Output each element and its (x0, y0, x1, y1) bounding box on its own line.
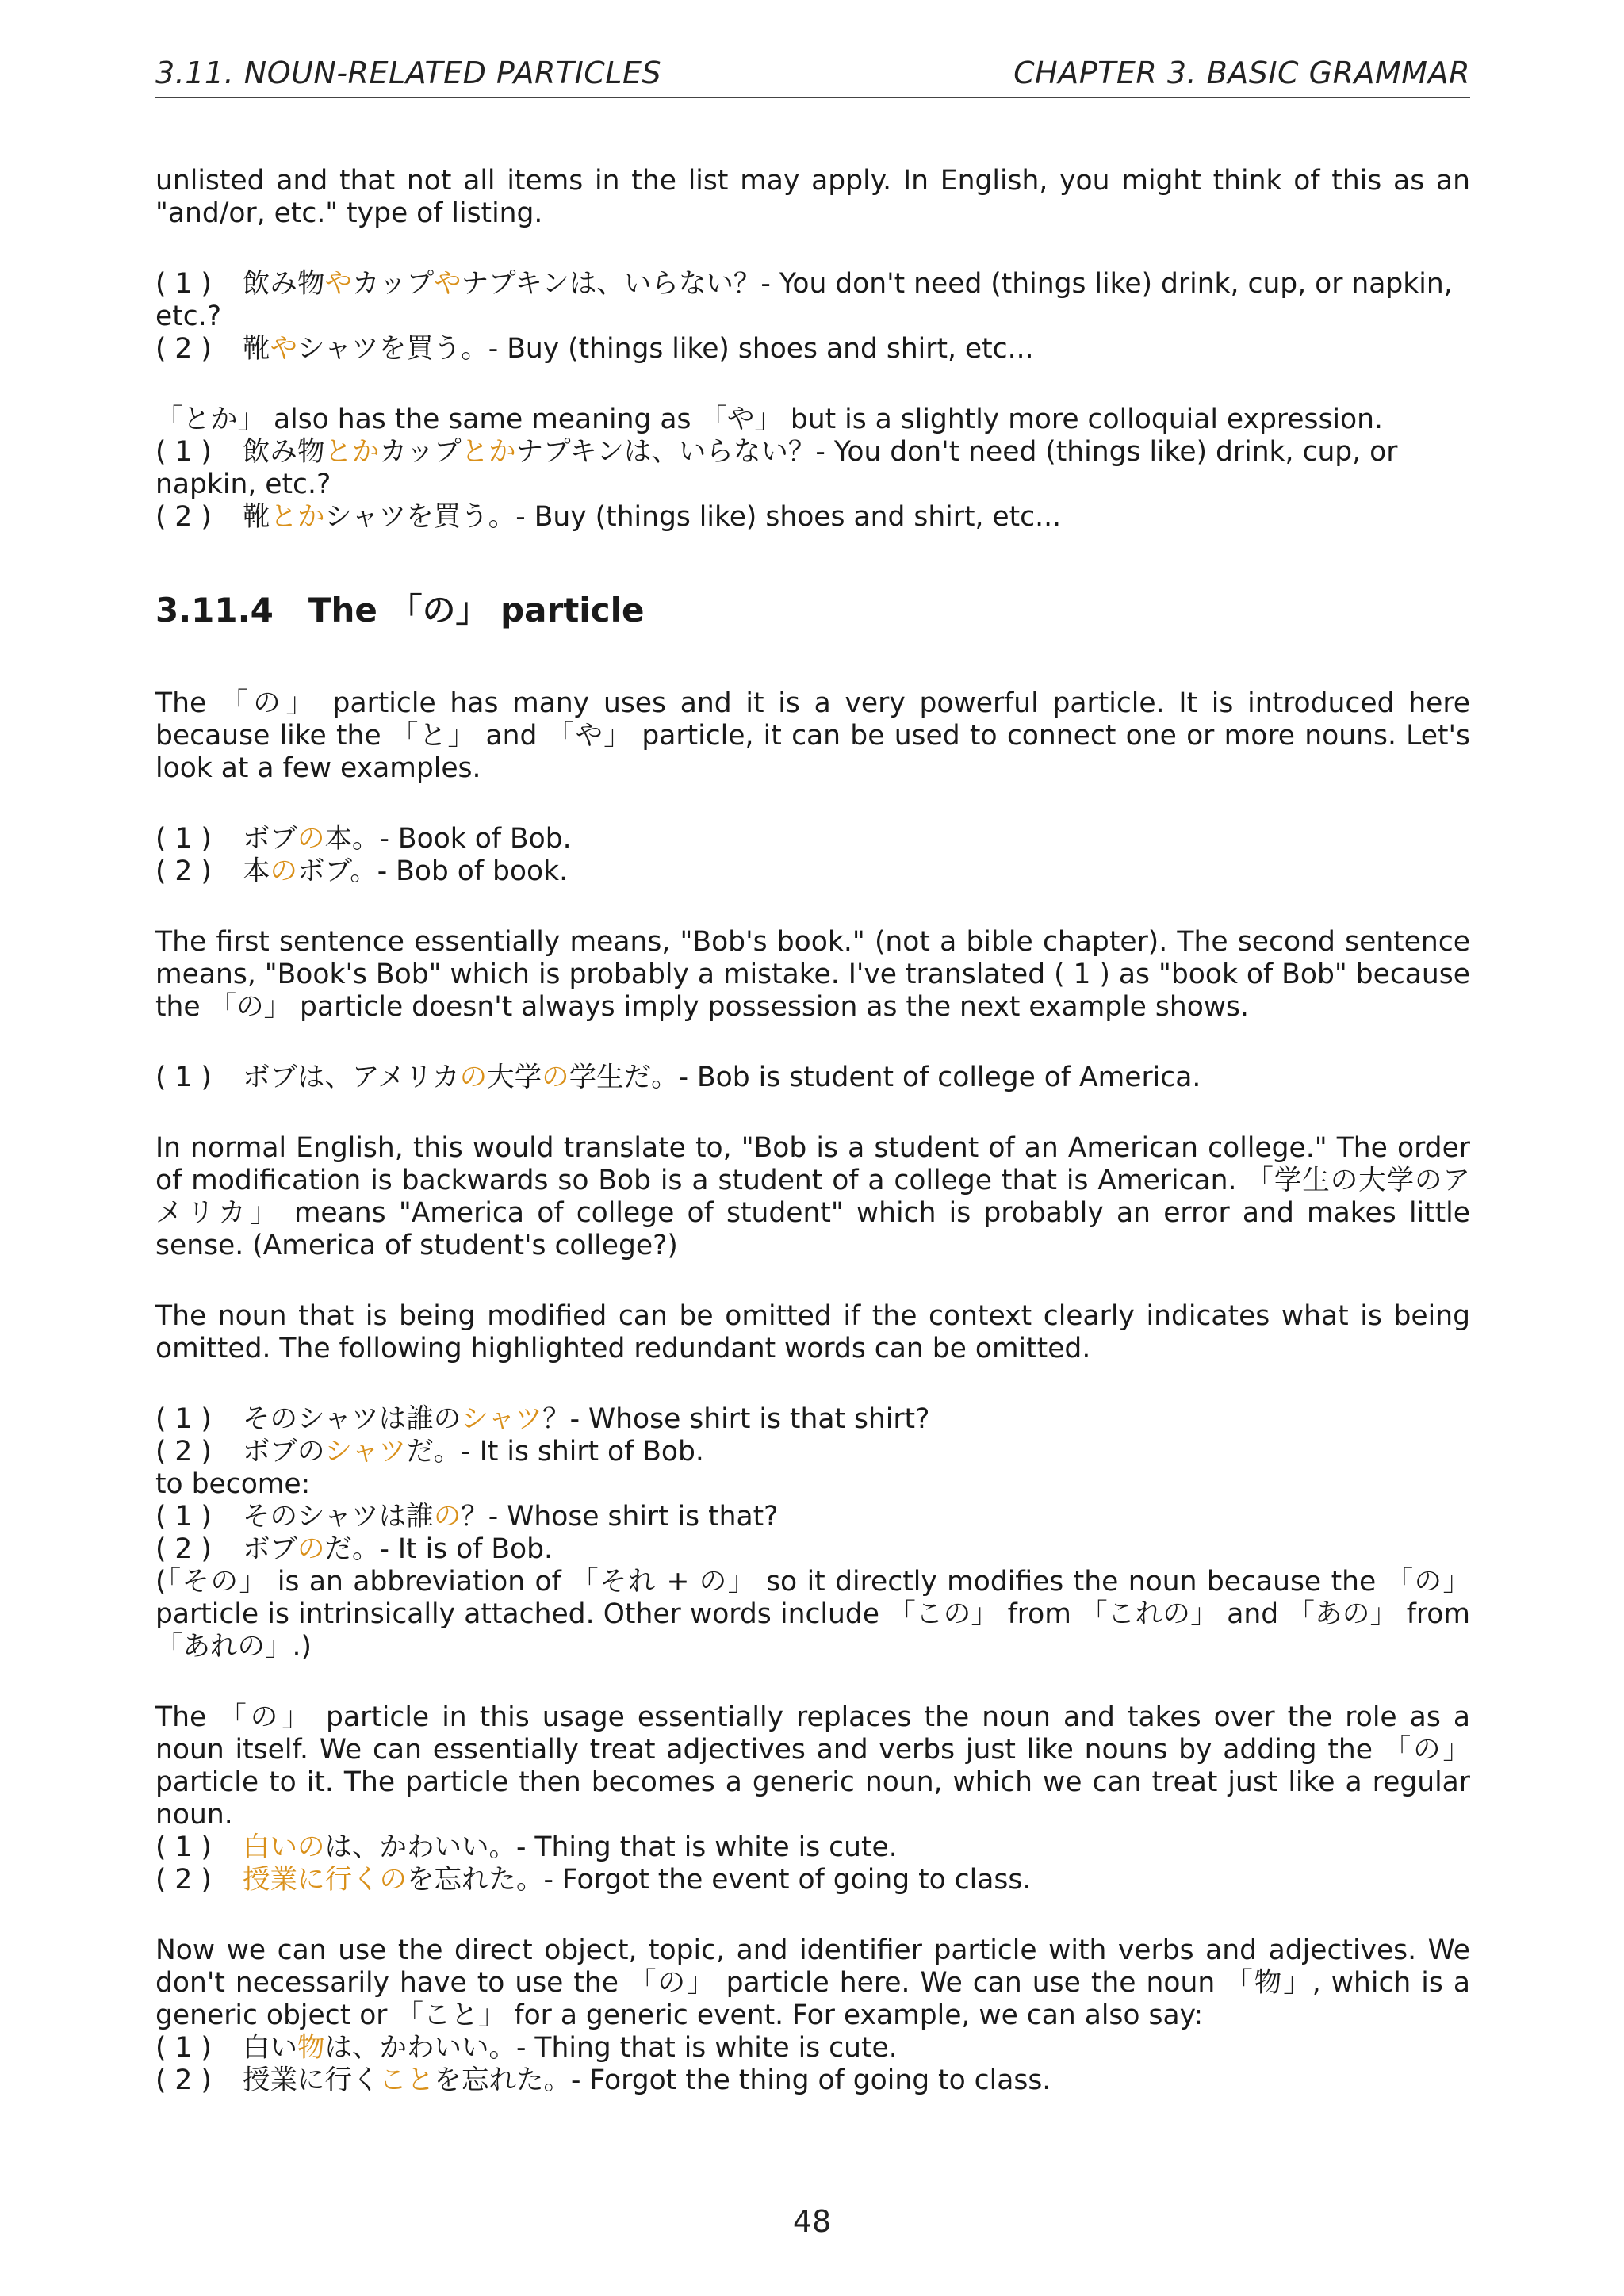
highlighted-particle: の (542, 1062, 569, 1093)
example-text: ボブ。- Bob of book. (297, 855, 569, 887)
paragraph-now: Now we can use the direct object, topic, and identifier particle with verbs and adjectives. We don't necessarily have to use the 「の」 particle here. We can use the noun 「物」, which is a generic object or 「こと」 for a generic event. For example, we can also say: (155, 1934, 1470, 2031)
page-body (155, 165, 1470, 2097)
example-text: ボブ (243, 1533, 297, 1565)
paragraph-normal-english: In normal English, this would translate to, "Bob is a student of an American college." The order of modification is backwards so Bob is a student of a college that is American. 「学生の大学のアメリカ」 means "America of college of student" which is probably an error and makes little sense. (America of student's college?) (155, 1132, 1470, 1261)
highlighted-particle: とか (270, 501, 325, 533)
example-text: そのシャツは誰 (243, 1501, 434, 1533)
example-text: 大学 (487, 1062, 542, 1093)
example-text: 飲み物 (243, 436, 325, 468)
example-text: ボブの (243, 1436, 325, 1468)
example-text: ボブは、アメリカ (243, 1062, 460, 1093)
example-text: そのシャツは誰の (243, 1403, 462, 1435)
example-text: 靴 (243, 333, 270, 365)
header-section-title: 3.11. NOUN-RELATED PARTICLES (155, 55, 662, 90)
example-line (155, 1501, 1470, 1533)
paragraph-omitted: The noun that is being modified can be omitted if the context clearly indicates what is being omitted. The following highlighted redundant words can be omitted. (155, 1300, 1470, 1364)
highlighted-particle: の (297, 823, 325, 855)
example-line (155, 436, 1470, 501)
highlighted-particle: や (270, 333, 297, 365)
highlighted-particle: の (297, 1533, 325, 1565)
example-number: ( 1 ) (155, 268, 212, 300)
paragraph-replaces: The 「の」 particle in this usage essentially replaces the noun and takes over the role as a noun itself. We can essentially treat adjectives and verbs just like nouns by adding the 「の」 particle to it. The particle then becomes a generic noun, which we can treat just like a regular noun. (155, 1701, 1470, 1831)
paragraph-toka-intro: 「とか」 also has the same meaning as 「や」 but is a slightly more colloquial expression. (155, 404, 1383, 435)
example-number: ( 2 ) (155, 1864, 212, 1896)
highlighted-particle: とか (324, 436, 380, 468)
example-text: は、かわいい。- Thing that is white is cute. (324, 2032, 898, 2064)
paragraph-sono: (「その」 is an abbreviation of 「それ + の」 so it directly modifies the noun because the 「の」 particle is intrinsically attached. Other words include 「この」 from 「これの」 and 「あの」 from 「あれの」.) (155, 1566, 1470, 1663)
header-chapter-title: CHAPTER 3. BASIC GRAMMAR (1013, 55, 1470, 90)
example-line (155, 501, 1470, 534)
page-number: 48 (792, 2204, 832, 2239)
example-text: を忘れた。- Forgot the thing of going to class. (434, 2064, 1051, 2096)
highlighted-word: シャツ (461, 1403, 543, 1435)
example-text: ナプキンは、いらない？- You don't need (things like) drink, cup, or napkin, etc.? (155, 436, 1398, 500)
example-text: ボブ (243, 823, 297, 855)
example-text: 本 (243, 855, 270, 887)
example-line (155, 2032, 1470, 2064)
example-text: 白い (243, 2032, 297, 2064)
running-header (155, 55, 1470, 98)
example-text: シャツを買う。- Buy (things like) shoes and shirt, etc... (297, 333, 1034, 365)
example-text: を忘れた。- Forgot the event of going to class. (407, 1864, 1032, 1896)
example-line (155, 1864, 1470, 1896)
highlighted-particle: や (324, 268, 352, 300)
example-number: ( 1 ) (155, 1501, 212, 1533)
example-text: シャツを買う。- Buy (things like) shoes and shirt, etc... (324, 501, 1062, 533)
example-text: は、かわいい。- Thing that is white is cute. (324, 1831, 898, 1863)
example-number: ( 1 ) (155, 823, 212, 855)
example-text: カップ (352, 268, 435, 300)
example-text: 靴 (243, 501, 270, 533)
example-line (155, 1436, 1470, 1468)
example-line (155, 1831, 1470, 1864)
example-number: ( 2 ) (155, 501, 212, 533)
example-text: 本。- Book of Bob. (324, 823, 572, 855)
example-text: 授業に行く (243, 2064, 380, 2096)
example-line (155, 2064, 1470, 2097)
example-number: ( 1 ) (155, 1062, 212, 1093)
paragraph-no-intro: The 「の」 particle has many uses and it is a very powerful particle. It is introduced here because like the 「と」 and 「や」 particle, it can be used to connect one or more nouns. Let's look at a few examples. (155, 687, 1470, 784)
paragraph-first-sentence: The first sentence essentially means, "Bob's book." (not a bible chapter). The second sentence means, "Book's Bob" which is probably a mistake. I've translated ( 1 ) as "book of Bob" because the 「の」 particle doesn't always imply possession as the next example shows. (155, 926, 1470, 1023)
example-text: ナプキンは、いらない？- You don't need (things like) drink, cup, or napkin, etc.? (155, 268, 1453, 332)
example-number: ( 1 ) (155, 1831, 212, 1863)
highlighted-phrase: 授業に行くの (243, 1864, 407, 1896)
example-number: ( 1 ) (155, 2032, 212, 2064)
example-line (155, 855, 1470, 888)
example-text: 飲み物 (243, 268, 325, 300)
example-number: ( 2 ) (155, 2064, 212, 2096)
highlighted-particle: や (434, 268, 462, 300)
highlighted-particle: の (459, 1062, 488, 1093)
highlighted-particle: とか (461, 436, 516, 468)
example-text: だ。- It is of Bob. (324, 1533, 553, 1565)
example-text: ？- Whose shirt is that? (461, 1501, 779, 1533)
highlighted-phrase: 白いの (243, 1831, 325, 1863)
example-line (155, 1062, 1470, 1094)
paragraph-listing: unlisted and that not all items in the list may apply. In English, you might think of this as an "and/or, etc." type of listing. (155, 165, 1470, 229)
to-become-label: to become: (155, 1468, 311, 1500)
example-number: ( 1 ) (155, 436, 212, 468)
highlighted-word: こと (379, 2064, 435, 2096)
example-number: ( 2 ) (155, 333, 212, 365)
example-number: ( 2 ) (155, 1436, 212, 1468)
highlighted-word: シャツ (324, 1436, 407, 1468)
example-line (155, 333, 1470, 365)
highlighted-word: 物 (297, 2032, 325, 2064)
example-line (155, 1403, 1470, 1436)
section-heading (155, 591, 1470, 630)
highlighted-particle: の (270, 855, 297, 887)
example-number: ( 1 ) (155, 1403, 212, 1435)
section-number: 3.11.4 (155, 591, 274, 629)
example-line (155, 268, 1470, 333)
example-text: だ。- It is shirt of Bob. (406, 1436, 704, 1468)
example-text: カップ (379, 436, 462, 468)
section-title: The 「の」 particle (308, 591, 645, 629)
example-line (155, 1533, 1470, 1566)
example-line (155, 823, 1470, 855)
example-number: ( 2 ) (155, 855, 212, 887)
example-number: ( 2 ) (155, 1533, 212, 1565)
highlighted-particle: の (433, 1501, 462, 1533)
example-text: 学生だ。- Bob is student of college of America. (569, 1062, 1201, 1093)
example-text: ？- Whose shirt is that shirt? (542, 1403, 930, 1435)
